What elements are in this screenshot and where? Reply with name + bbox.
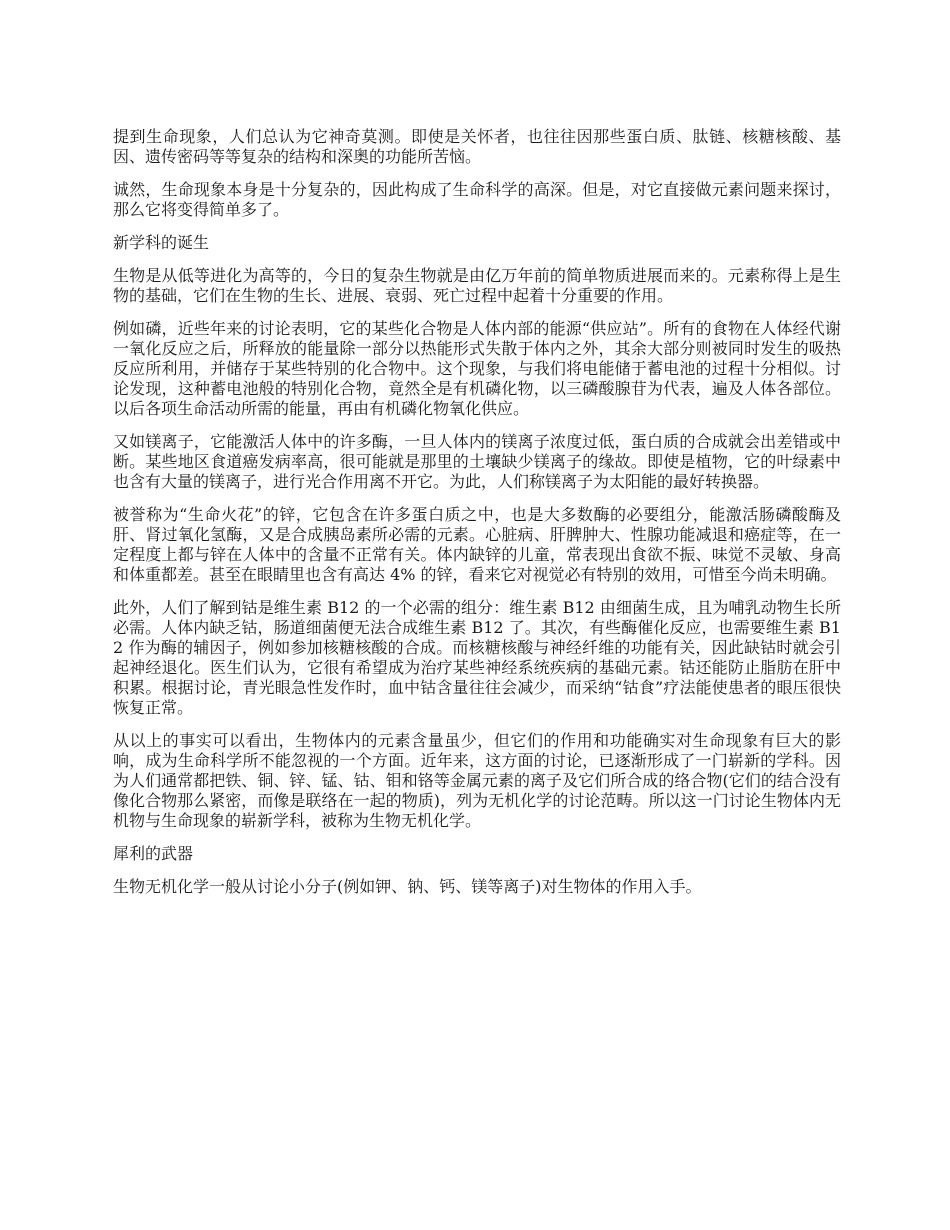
paragraph: 被誉称为“生命火花”的锌，它包含在许多蛋白质之中，也是大多数酶的必要组分，能激活肠磷酸酶及肝、肾过氧化氢酶，又是合成胰岛素所必需的元素。心脏病、肝脾肿大、性腺功能减退和癌症等，在一定程度上都与锌在人体中的含量不正常有关。体内缺锌的儿童，常表现出食欲不振、味觉不灵敏、身高和体重都差。甚至在眼睛里也含有高达 4% 的锌，看来它对视觉必有特别的效用，可惜至今尚未明确。 xyxy=(113,505,841,584)
paragraph: 提到生命现象，人们总认为它神奇莫测。即使是关怀者，也往往因那些蛋白质、肽链、核糖核酸、基因、遗传密码等等复杂的结构和深奥的功能所苦恼。 xyxy=(113,127,841,166)
paragraph: 生物无机化学一般从讨论小分子(例如钾、钠、钙、镁等离子)对生物体的作用入手。 xyxy=(113,877,702,896)
paragraph: 诚然，生命现象本身是十分复杂的，因此构成了生命科学的高深。但是，对它直接做元素问题来探讨，那么它将变得简单多了。 xyxy=(113,180,841,219)
paragraph: 又如镁离子，它能激活人体中的许多酶，一旦人体内的镁离子浓度过低，蛋白质的合成就会出差错或中断。某些地区食道癌发病率高，很可能就是那里的土壤缺少镁离子的缘故。即使是植物，它的叶绿素中也含有大量的镁离子，进行光合作用离不开它。为此，人们称镁离子为太阳能的最好转换器。 xyxy=(113,432,841,491)
paragraph: 此外，人们了解到钴是维生素 B12 的一个必需的组分：维生素 B12 由细菌生成，且为哺乳动物生长所必需。人体内缺乏钴，肠道细菌便无法合成维生素 B12 了。其次，有些酶催化反应，也需要维生素 B12 作为酶的辅因子，例如参加核糖核酸的合成。而核糖核酸与神经纤维的功能有关，因此缺钴时就会引起神经退化。医生们认为，它很有希望成为治疗某些神经系统疾病的基础元素。钴还能防止脂肪在肝中积累。根据讨论，青光眼急性发作时，血中钴含量往往会减少，而采纳“钴食”疗法能使患者的眼压很快恢复正常。 xyxy=(113,598,841,717)
paragraph: 例如磷，近些年来的讨论表明，它的某些化合物是人体内部的能源“供应站”。所有的食物在人体经代谢一氧化反应之后，所释放的能量除一部分以热能形式失散于体内之外，其余大部分则被同时发生的吸热反应所利用，并储存于某些特别的化合物中。这个现象，与我们将电能储于蓄电池的过程十分相似。讨论发现，这种蓄电池般的特别化合物，竟然全是有机磷化物，以三磷酸腺苷为代表，遍及人体各部位。以后各项生命活动所需的能量，再由有机磷化物氧化供应。 xyxy=(113,319,841,418)
document-page xyxy=(113,127,841,910)
section-heading: 犀利的武器 xyxy=(113,844,194,863)
section-heading: 新学科的诞生 xyxy=(113,233,210,252)
paragraph: 生物是从低等进化为高等的，今日的复杂生物就是由亿万年前的简单物质进展而来的。元素称得上是生物的基础，它们在生物的生长、进展、衰弱、死亡过程中起着十分重要的作用。 xyxy=(113,266,841,305)
paragraph: 从以上的事实可以看出，生物体内的元素含量虽少，但它们的作用和功能确实对生命现象有巨大的影响，成为生命科学所不能忽视的一个方面。近年来，这方面的讨论，已逐渐形成了一门崭新的学科。因为人们通常都把铁、铜、锌、锰、钴、钼和铬等金属元素的离子及它们所合成的络合物(它们的结合没有像化合物那么紧密，而像是联络在一起的物质)，列为无机化学的讨论范畴。所以这一门讨论生物体内无机物与生命现象的崭新学科，被称为生物无机化学。 xyxy=(113,731,841,830)
